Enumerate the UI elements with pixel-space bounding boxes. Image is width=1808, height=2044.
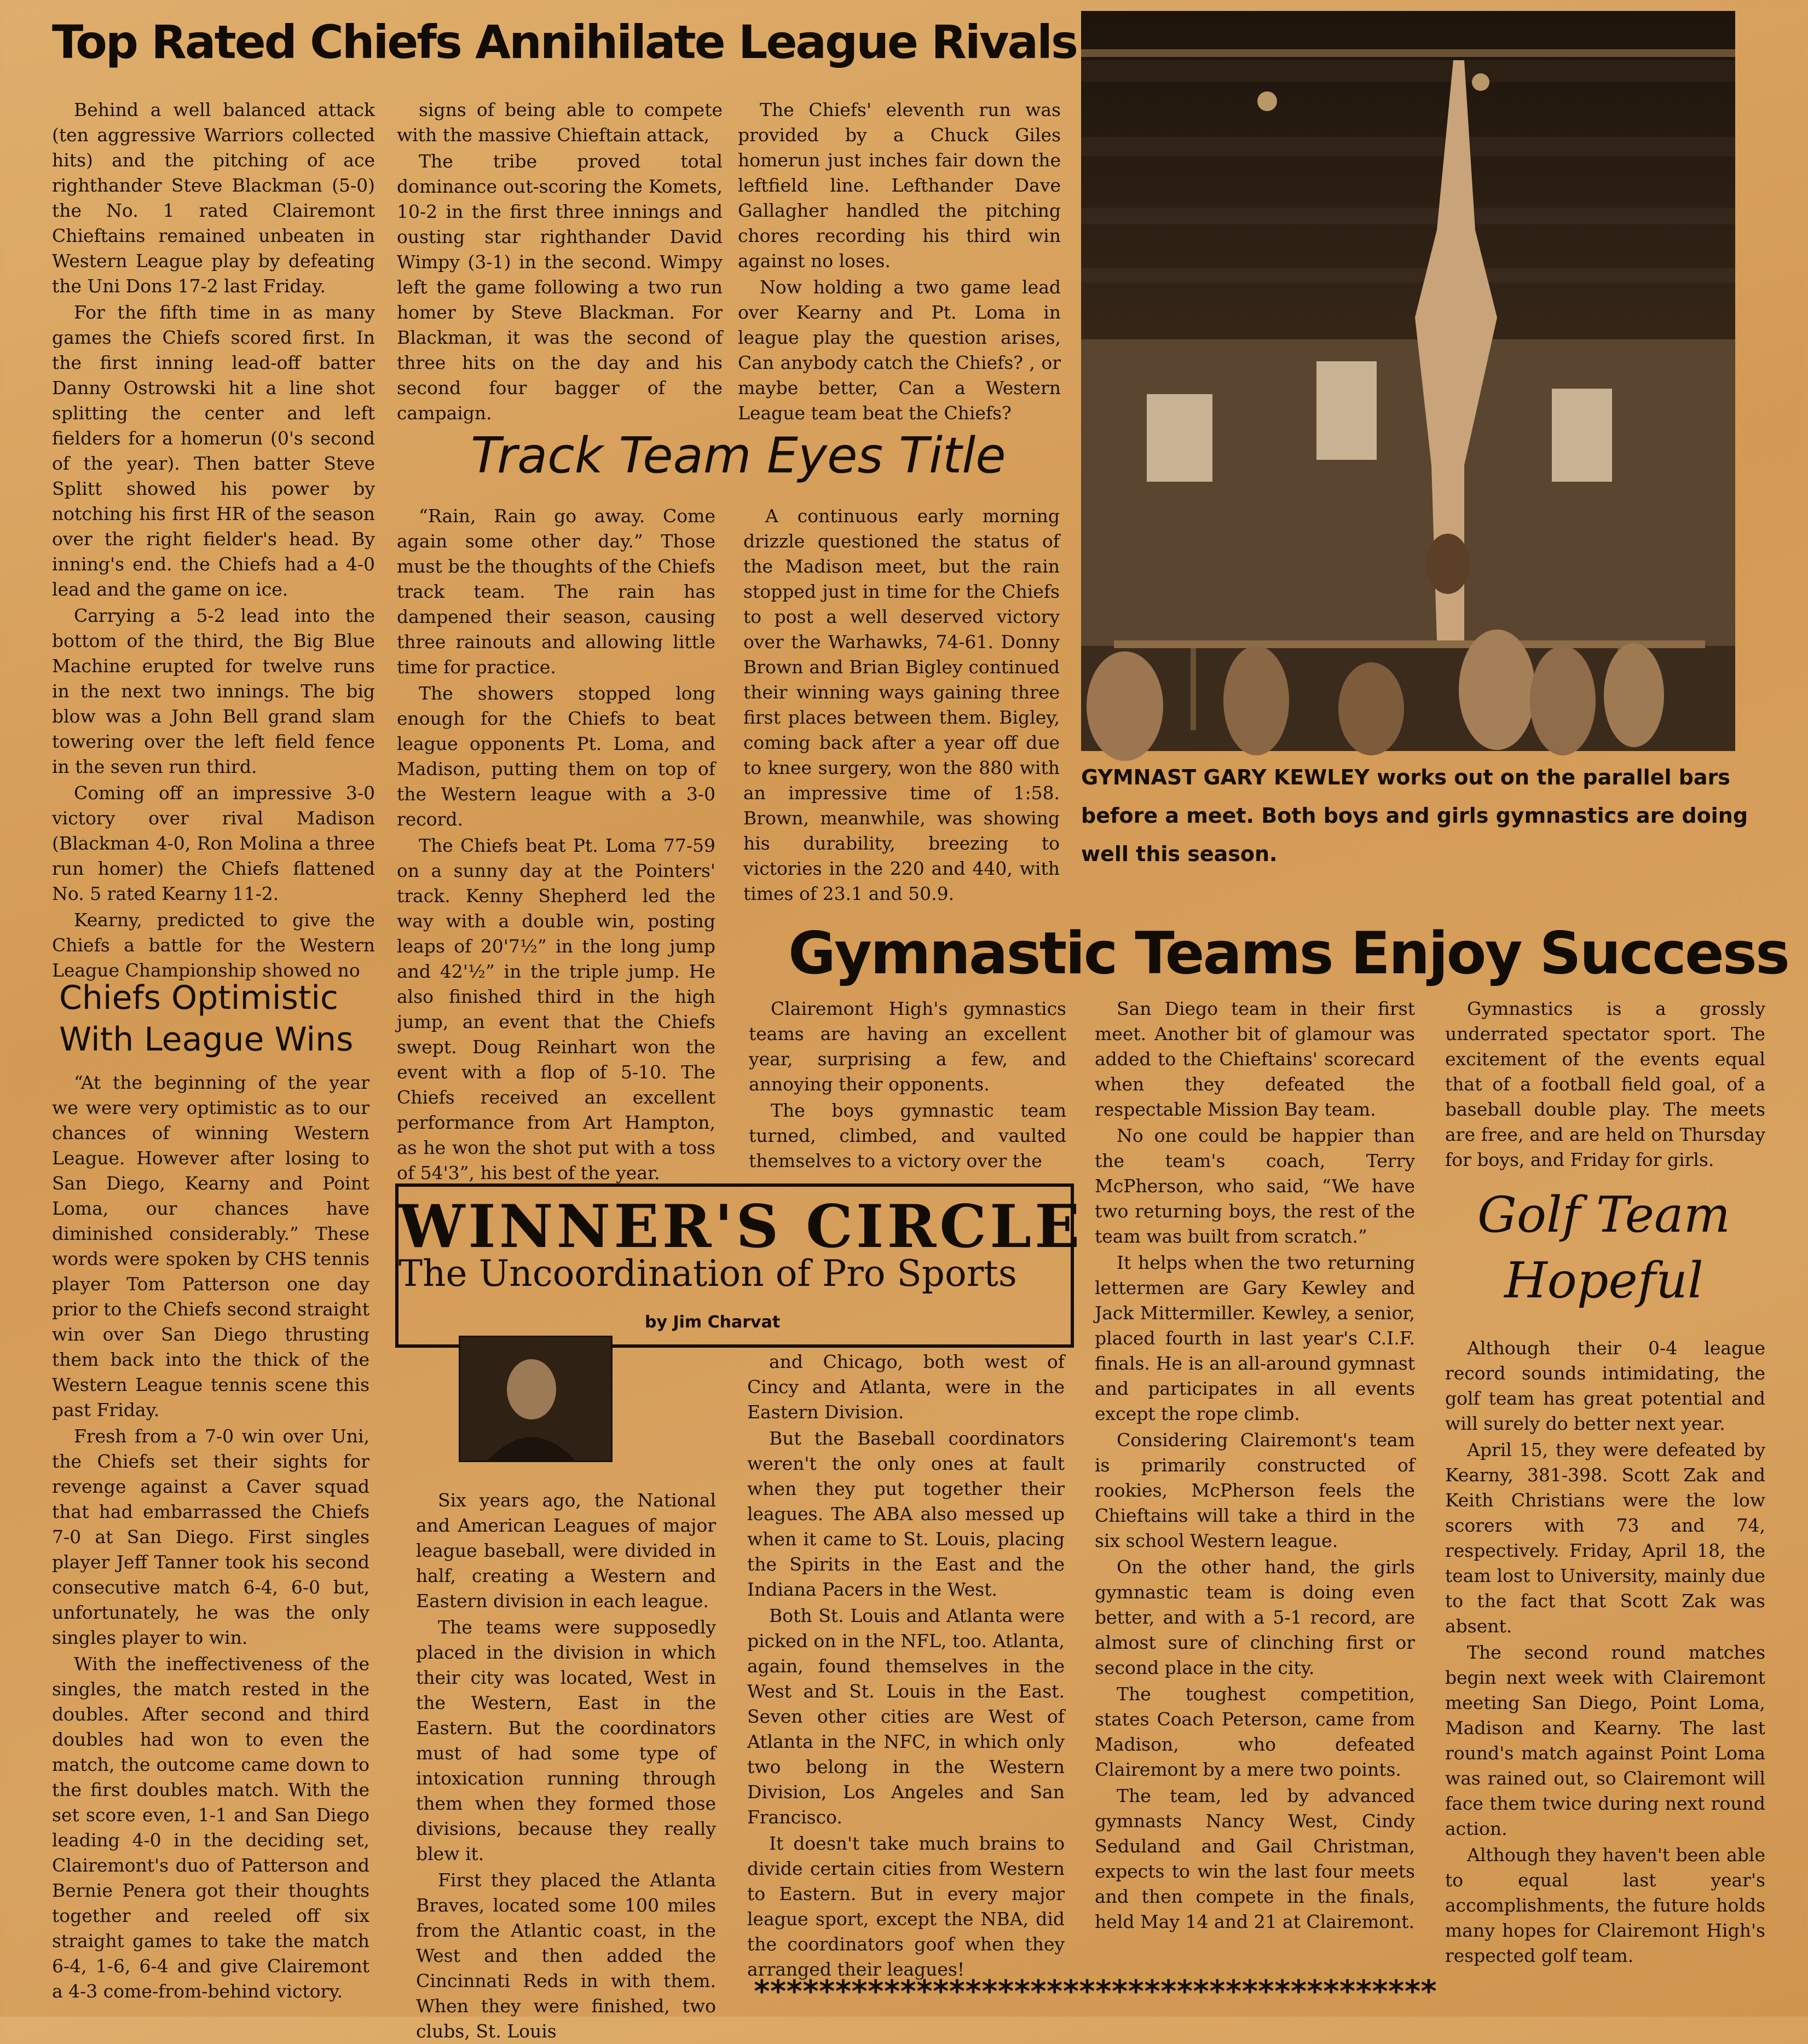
paragraph: It doesn't take much brains to divide certain cities from Western to Eastern. But in every major league sport, except the NBA, did the coordinators goof when they arranged their leagues! xyxy=(747,1833,1065,1980)
columnist-portrait-illustration xyxy=(460,1337,611,1460)
paragraph: Kearny, predicted to give the Chiefs a battle for the Western League Championship showed no xyxy=(52,909,375,981)
paragraph: Fresh from a 7-0 win over Uni, the Chiefs set their sights for revenge against a Caver squad that had embarrassed the Chiefs 7-0 at San Diego. First singles player Jeff Tanner took his second consecutive match 6-4, 6-0 but, unfortunately, he was the only singles player to win. xyxy=(52,1425,369,1648)
photo-caption: GYMNAST GARY KEWLEY works out on the parallel bars before a meet. Both boys and girls gymnastics are doing well this season. xyxy=(1081,765,1748,866)
paragraph: Although they haven't been able to equal last year's accomplishments, the future holds many hopes for Clairemont High's respected golf team. xyxy=(1445,1844,1765,1966)
top-article-col1 xyxy=(52,97,375,981)
paragraph: The Chiefs beat Pt. Loma 77-59 on a sunny day at the Pointers' track. Kenny Shepherd led the way with a double win, posting leaps of 20'7½” in the long jump and 42'½” in the triple jump. He also finished third in the high jump, an event that the Chiefs swept. Doug Reinhart won the event with a flop of 5-10. The Chiefs received an excellent performance from Art Hampton, as he won the shot put with a toss of 54'3”, his best of the year. xyxy=(397,835,715,1183)
paragraph: “Rain, Rain go away. Come again some other day.” Those must be the thoughts of the Chiefs track team. The rain has dampened their season, causing three rainouts and allowing little time for practice. xyxy=(397,505,715,678)
winners-circle-col1 xyxy=(416,1488,716,2042)
paragraph: The toughest competition, states Coach Peterson, came from Madison, who defeated Clairemont by a mere two points. xyxy=(1095,1683,1415,1780)
winners-circle-byline: by Jim Charvat xyxy=(645,1313,781,1332)
gymnastic-col2 xyxy=(1095,996,1415,1976)
winners-circle-col2 xyxy=(747,1349,1065,1995)
paragraph: On the other hand, the girls gymnastic team is doing even better, and with a 5-1 record, are almost sure of clinching first or second place in the city. xyxy=(1095,1556,1415,1678)
paragraph: April 15, they were defeated by Kearny, 381-398. Scott Zak and Keith Christians were the low scorers with 73 and 74, respectively. Friday, April 18, the team lost to University, mainly due to the fact that Scott Zak was absent. xyxy=(1445,1439,1765,1637)
paragraph: San Diego team in their first meet. Another bit of glamour was added to the Chieftains' scorecard when they defeated the respectable Mission Bay team. xyxy=(1095,998,1415,1120)
paragraph: A continuous early morning drizzle questioned the status of the Madison meet, but the rain stopped just in time for the Chiefs to post a well deserved victory over the Warhawks, 74-61. Donny Brown and Brian Bigley continued their winning ways gaining three first places between them. Bigley, coming back after a year off due to knee surgery, won the 880 with an impressive time of 1:58. Brown, meanwhile, was showing his durability, breezing to victories in the 220 and 440, with times of 23.1 and 50.9. xyxy=(743,505,1060,904)
tennis-article xyxy=(52,1070,369,2003)
paragraph: Now holding a two game lead over Kearny and Pt. Loma in league play the question arises, Can anybody catch the Chiefs? , or maybe better, Can a Western League team beat the Chiefs? xyxy=(738,276,1061,424)
paragraph: It helps when the two returning lettermen are Gary Kewley and Jack Mittermiller. Kewley, a senior, placed fourth in last year's C.I.F. finals. He is an all-around gymnast and participates in all events except the rope climb. xyxy=(1095,1252,1415,1424)
paragraph: The tribe proved total dominance out-scoring the Komets, 10-2 in the first three innings and ousting star righthander David Wimpy (3-1) in the second. Wimpy left the game following a two run homer by Steve Blackman. For Blackman, it was the second of three hits on the day and his second four bagger of the campaign. xyxy=(397,151,723,424)
paragraph: signs of being able to compete with the massive Chieftain attack, xyxy=(397,99,723,146)
columnist-photo xyxy=(459,1336,613,1462)
footer-star-divider: ****************************************** xyxy=(753,1974,1436,2010)
gymnast-photo xyxy=(1081,11,1735,751)
paragraph: The team, led by advanced gymnasts Nancy West, Cindy Seduland and Gail Christman, expects to win the last four meets and then compete in the finals, held May 14 and 21 at Clairemont. xyxy=(1095,1785,1415,1932)
paragraph: Coming off an impressive 3-0 victory over rival Madison (Blackman 4-0, Ron Molina a three run homer) the Chiefs flattened No. 5 rated Kearny 11-2. xyxy=(52,782,375,904)
gymnastic-headline: Gymnastic Teams Enjoy Success xyxy=(788,920,1789,987)
winners-circle-box xyxy=(395,1183,1083,1348)
paragraph: The showers stopped long enough for the Chiefs to beat league opponents Pt. Loma, and Madison, putting them on top of the Western league with a 3-0 record. xyxy=(397,683,715,830)
paragraph: Although their 0-4 league record sounds intimidating, the golf team has great potential and will surely do better next year. xyxy=(1445,1337,1765,1434)
paragraph: No one could be happier than the team's coach, Terry McPherson, who said, “We have two returning boys, the rest of the team was built from scratch.” xyxy=(1095,1125,1415,1247)
paragraph: and Chicago, both west of Cincy and Atlanta, were in the Eastern Division. xyxy=(747,1351,1065,1423)
top-article-col3 xyxy=(738,97,1061,424)
winners-circle-title: WINNER'S CIRCLE xyxy=(398,1192,1083,1261)
paragraph: “At the beginning of the year we were very optimistic as to our chances of winning Western League. However after losing to San Diego, Kearny and Point Loma, our chances have diminished considerably.” These words were spoken by CHS tennis player Tom Patterson one day prior to the Chiefs second straight win over San Diego thrusting them back into the thick of the Western League tennis scene this past Friday. xyxy=(52,1072,369,1421)
golf-headline: Golf Team Hopeful xyxy=(1477,1186,1731,1309)
top-headline: Top Rated Chiefs Annihilate League Rivals xyxy=(52,15,1077,69)
top-article-col2 xyxy=(397,97,723,424)
paragraph: Both St. Louis and Atlanta were picked on in the NFL, too. Atlanta, again, found themselves in the West and St. Louis in the East. Seven other cities are West of Atlanta in the NFC, in which only two belong in the Western Division, Los Angeles and San Francisco. xyxy=(747,1605,1065,1828)
paragraph: Considering Clairemont's team is primarily constructed of rookies, McPherson feels the Chieftains will take a third in the six school Western league. xyxy=(1095,1429,1415,1551)
paragraph: First they placed the Atlanta Braves, located some 100 miles from the Atlantic coast, in the West and then added the Cincinnati Reds in with them. When they were finished, two clubs, St. Louis xyxy=(416,1869,716,2042)
tennis-headline: Chiefs Optimistic With League Wins xyxy=(59,979,354,1059)
paragraph: Six years ago, the National and American Leagues of major league baseball, were divided in half, creating a Western and Eastern division in each league. xyxy=(416,1489,716,1612)
paragraph: With the ineffectiveness of the singles, the match rested in the doubles. After second and third doubles had won to even the match, the outcome came down to the first doubles match. With the set score even, 1-1 and San Diego leading 4-0 in the deciding set, Clairemont's duo of Patterson and Bernie Penera got their thoughts together and reeled off six straight games to take the match 6-4, 1-6, 6-4 and give Clairemont a 4-3 come-from-behind victory. xyxy=(52,1653,369,2002)
paragraph: The Chiefs' eleventh run was provided by a Chuck Giles homerun just inches fair down the leftfield line. Lefthander Dave Gallagher handled the pitching chores recording his third win against no loses. xyxy=(738,99,1061,272)
paragraph: The teams were supposedly placed in the division in which their city was located, West in the Western, East in the Eastern. But the coordinators must of had some type of intoxication running through them when they formed those divisions, because they really blew it. xyxy=(416,1616,716,1864)
gymnastic-col1 xyxy=(749,996,1066,1177)
paragraph: Clairemont High's gymnastics teams are having an excellent year, surprising a few, and annoying their opponents. xyxy=(749,998,1066,1095)
track-col1 xyxy=(397,504,715,1183)
gymnastic-col3 xyxy=(1445,996,1765,1177)
paragraph: Gymnastics is a grossly underrated spectator sport. The excitement of the events equal that of a football field goal, of a baseball double play. The meets are free, and are held on Thursday for boys, and Friday for girls. xyxy=(1445,998,1765,1170)
golf-article xyxy=(1445,1336,1765,1971)
paragraph: Behind a well balanced attack (ten aggressive Warriors collected hits) and the pitching of ace righthander Steve Blackman (5-0) the No. 1 rated Clairemont Chieftains remained unbeaten in Western League play by defeating the Uni Dons 17-2 last Friday. xyxy=(52,99,375,297)
paragraph: Carrying a 5-2 lead into the bottom of the third, the Big Blue Machine erupted for twelve runs in the next two innings. The big blow was a John Bell grand slam towering over the left field fence in the seven run third. xyxy=(52,605,375,777)
winners-circle-subtitle: The Uncoordination of Pro Sports xyxy=(398,1252,1017,1295)
track-col2 xyxy=(743,504,1060,909)
paragraph: For the fifth time in as many games the Chiefs scored first. In the first inning lead-off batter Danny Ostrowski hit a line shot splitting the center and left fielders for a homerun (0's second of the year). Then batter Steve Splitt showed his power by notching his first HR of the season over the right fielder's head. By inning's end. the Chiefs had a 4-0 lead and the game on ice. xyxy=(52,302,375,600)
gymnast-photo-illustration xyxy=(1081,11,1735,751)
paragraph: But the Baseball coordinators weren't the only ones at fault when they put together their leagues. The ABA also messed up when it came to St. Louis, placing the Spirits in the East and the Indiana Pacers in the West. xyxy=(747,1428,1065,1600)
paragraph: The second round matches begin next week with Clairemont meeting San Diego, Point Loma, Madison and Kearny. The last round's match against Point Loma was rained out, so Clairemont will face them twice during next round action. xyxy=(1445,1642,1765,1839)
paragraph: The boys gymnastic team turned, climbed, and vaulted themselves to a victory over the xyxy=(749,1100,1066,1171)
track-headline: Track Team Eyes Title xyxy=(471,427,1006,484)
